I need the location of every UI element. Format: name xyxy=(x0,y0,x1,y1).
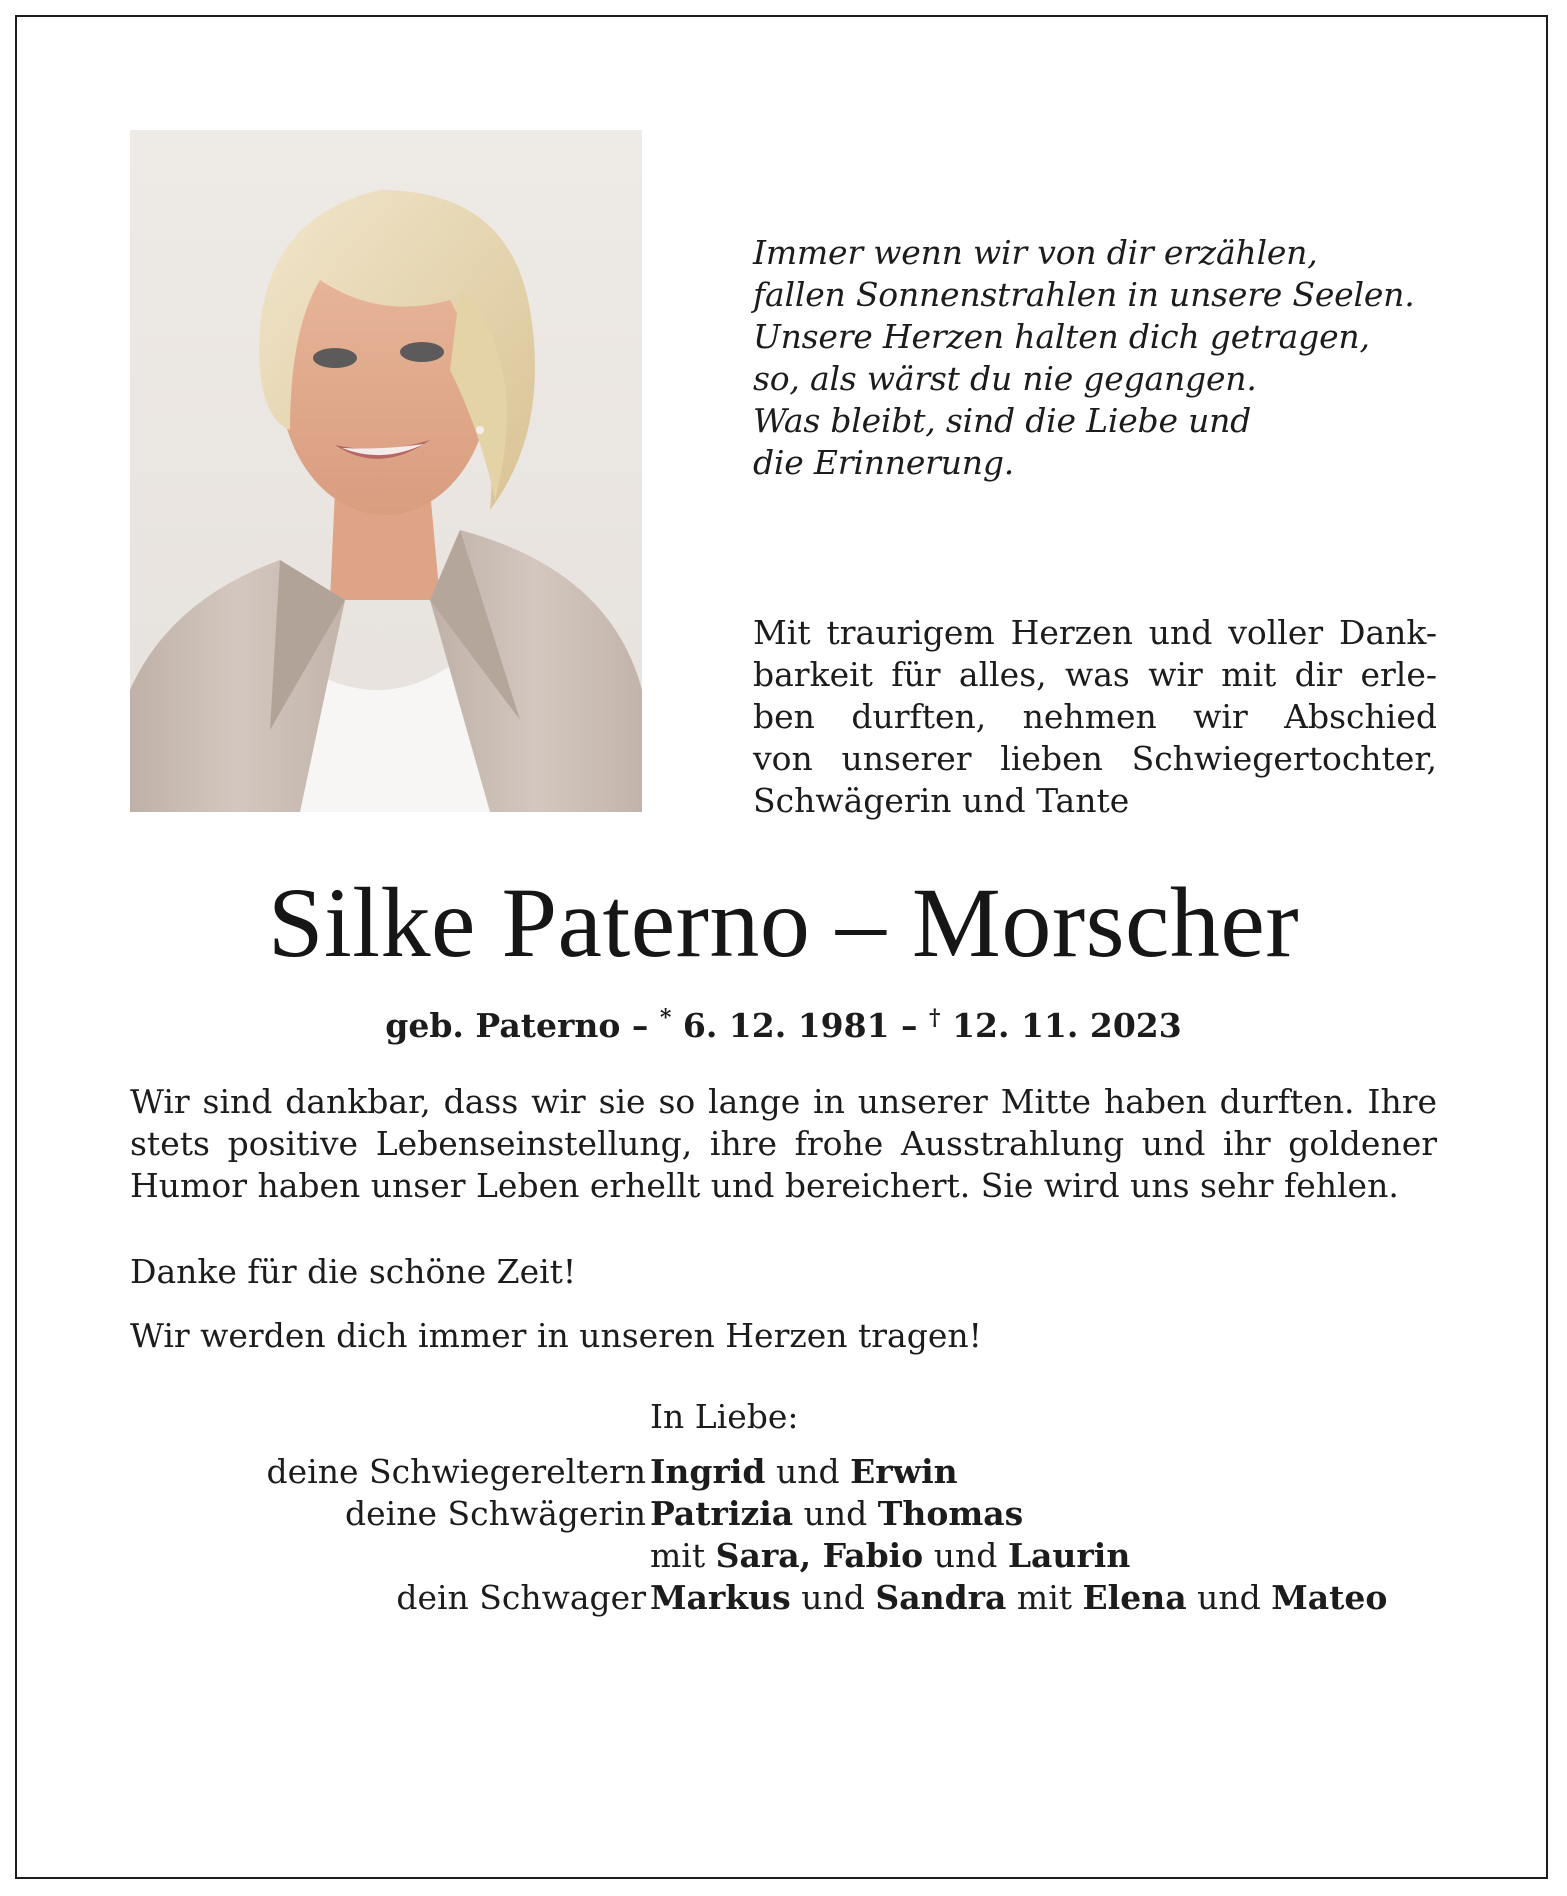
intro-line: Schwägerin und Tante xyxy=(753,781,1130,820)
tribute-line: stets positive Lebenseinstellung, ihre frohe Ausstrahlung und ihr goldener xyxy=(130,1124,1437,1163)
heart-line: Wir werden dich immer in unseren Herzen tragen! xyxy=(130,1316,982,1355)
tribute-line: Humor haben unser Leben erhellt und bereichert. Sie wird uns sehr fehlen. xyxy=(130,1166,1399,1205)
poem-line: Immer wenn wir von dir erzählen, xyxy=(753,233,1318,272)
birth-death-dates xyxy=(0,997,1567,1047)
family-row xyxy=(0,1493,1567,1535)
family-row xyxy=(0,1451,1567,1493)
intro-line: von unserer lieben Schwiegertochter, xyxy=(753,739,1437,778)
family-row xyxy=(0,1577,1567,1619)
birth-symbol: * xyxy=(659,1005,672,1031)
birth-name: geb. Paterno xyxy=(385,1006,621,1045)
family-members xyxy=(650,1451,958,1493)
family-list xyxy=(0,1451,1567,1619)
family-member-name: Markus xyxy=(650,1578,791,1617)
poem-line: Unsere Herzen halten dich getragen, xyxy=(753,317,1370,356)
family-member-name: Elena xyxy=(1082,1578,1187,1617)
family-member-name: Thomas xyxy=(877,1494,1024,1533)
family-relation: deine Schwiegereltern xyxy=(266,1452,646,1491)
portrait-photo xyxy=(130,130,642,812)
family-connector: und xyxy=(793,1494,878,1533)
poem-line: so, als wärst du nie gegangen. xyxy=(753,359,1257,398)
tribute-paragraph xyxy=(130,1081,1437,1207)
death-symbol: † xyxy=(929,1005,941,1031)
family-member-name: Sara, Fabio xyxy=(715,1536,924,1575)
family-relation: deine Schwägerin xyxy=(345,1494,646,1533)
intro-line: barkeit für alles, was wir mit dir erle- xyxy=(753,655,1437,694)
family-connector: mit xyxy=(1006,1578,1083,1617)
family-connector: und xyxy=(790,1578,876,1617)
signoff-heading: In Liebe: xyxy=(650,1397,799,1436)
intro-text xyxy=(753,612,1437,822)
family-member-name: Sandra xyxy=(875,1578,1007,1617)
family-members xyxy=(650,1577,1387,1619)
family-row xyxy=(0,1535,1567,1577)
separator-2: – xyxy=(901,1006,918,1045)
family-connector: und xyxy=(1186,1578,1272,1617)
death-date: 12. 11. 2023 xyxy=(952,1006,1182,1045)
separator-1: – xyxy=(631,1006,649,1045)
memorial-poem xyxy=(753,232,1473,484)
family-relation: dein Schwager xyxy=(396,1578,646,1617)
family-member-name: Erwin xyxy=(850,1452,958,1491)
birth-date: 6. 12. 1981 xyxy=(682,1006,890,1045)
intro-line: ben durften, nehmen wir Abschied xyxy=(753,697,1437,736)
family-member-name: Laurin xyxy=(1007,1536,1131,1575)
family-members xyxy=(650,1535,1130,1577)
intro-line: Mit traurigem Herzen und voller Dank- xyxy=(753,613,1437,652)
family-members xyxy=(650,1493,1023,1535)
thanks-line: Danke für die schöne Zeit! xyxy=(130,1252,577,1291)
family-connector: mit xyxy=(650,1536,716,1575)
family-member-name: Patrizia xyxy=(650,1494,794,1533)
poem-line: die Erinnerung. xyxy=(753,443,1015,482)
deceased-name: Silke Paterno – Morscher xyxy=(267,867,1300,978)
portrait-illustration xyxy=(130,130,642,812)
tribute-line: Wir sind dankbar, dass wir sie so lange in unserer Mitte haben durften. Ihre xyxy=(130,1082,1437,1121)
family-member-name: Ingrid xyxy=(650,1452,766,1491)
family-connector: und xyxy=(765,1452,851,1491)
family-member-name: Mateo xyxy=(1271,1578,1388,1617)
family-connector: und xyxy=(923,1536,1008,1575)
poem-line: Was bleibt, sind die Liebe und xyxy=(753,401,1252,440)
poem-line: fallen Sonnenstrahlen in unsere Seelen. xyxy=(753,275,1415,314)
